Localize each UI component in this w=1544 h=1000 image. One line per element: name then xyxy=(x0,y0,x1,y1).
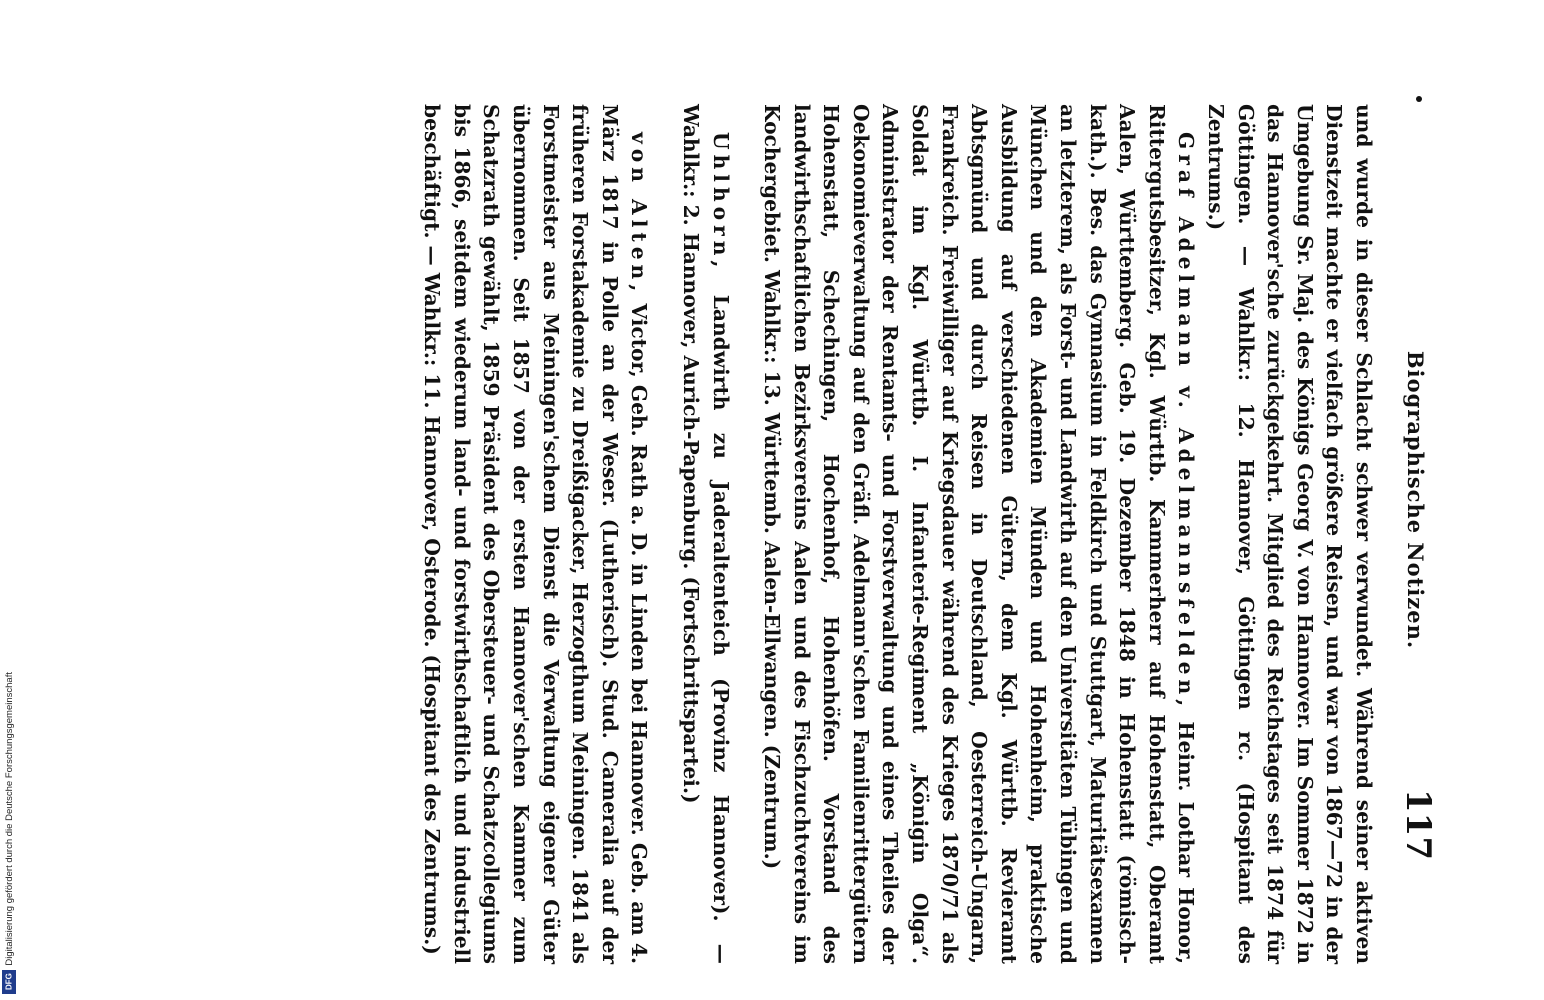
running-header: Biographische Notizen. xyxy=(1403,350,1428,650)
credit-text: Digitalisierung gefördert durch die Deutsche Forschungsgemeinschaft xyxy=(3,672,15,966)
paragraph-text: Landwirth zu Jaderaltenteich (Provinz Hannover). — Wahlkr.: 2. Hannover, Aurich-Papenburg. (Fortschrittspartei.) xyxy=(678,104,733,964)
document-page xyxy=(92,70,1452,964)
paragraph-text: Victor, Geh. Rath a. D. in Linden bei Hannover. Geb. am 4. März 1817 in Polle an der Weser. (Lutherisch). Stud. Cameralia auf der früheren Forstakademie zu Dreißigacker, Herzogthum Meiningen. 1841 als Forstmeister aus Meiningen'schem Dienst die Verwaltung eigener Güter übernommen. Seit 1857 von der ersten Hannover'schen Kammer zum Schatzrath gewählt, 1859 Präsident des Obersteuer- und Schatzcollegiums bis 1866, seitdem wiederum land- und forstwirthschaftlich und industriell beschäftigt. — Wahlkr.: 11. Hannover, Osterode. (Hospitant des Zentrums.) xyxy=(420,104,652,964)
paragraph-entry-alten xyxy=(417,104,654,964)
paragraph-entry-uhlhorn xyxy=(675,104,734,964)
entry-name: Graf Adelmann v. Adelmannsfelden, xyxy=(1174,132,1199,712)
paragraph-continuation xyxy=(1200,104,1378,964)
page-number: 117 xyxy=(1398,789,1438,860)
body-text xyxy=(118,104,1378,964)
digitization-credit-sidebar xyxy=(0,0,18,1000)
paragraph-entry-adelmann xyxy=(757,104,1201,964)
dfg-logo-icon: DFG xyxy=(2,970,16,994)
entry-name: von Alten, xyxy=(627,132,652,297)
entry-name: Uhlhorn, xyxy=(708,132,733,273)
paragraph-text: und wurde in dieser Schlacht schwer verwundet. Während seiner aktiven Dienstzeit machte er vielfach größere Reisen, und war von 1867—72 in der Umgebung Sr. Maj. des Königs Georg V. von Hannover. Im Sommer 1872 in das Hannover'sche zurückgekehrt. Mitglied des Reichstages seit 1874 für Göttingen. — Wahlkr.: 12. Hannover, Göttingen rc. (Hospitant des Zentrums.) xyxy=(1204,104,1376,964)
paragraph-text: Heinr. Lothar Honor, Rittergutsbesitzer, Kgl. Württb. Kammerherr auf Hohenstatt, Oberamt Aalen, Württemberg. Geb. 19. Dezember 1848 in Hohenstatt (römisch-kath.). Bes. das Gymnasium in Feldkirch und Stuttgart, Maturitätsexamen an letzterem, als Forst- und Landwirth auf den Universitäten Tübingen und München und den Akademien Münden und Hohenheim, praktische Ausbildung auf verschiedenen Gütern, dem Kgl. Württb. Revieramt Abtsgmünd und durch Reisen in Deutschland, Oesterreich-Ungarn, Frankreich. Freiwilliger auf Kriegsdauer während des Krieges 1870/71 als Soldat im Kgl. Württb. I. Infanterie-Regiment „Königin Olga“. Administrator der Rentamts- und Forstverwaltung und eines Theiles der Oekonomieverwaltung auf den Gräfl. Adelmann'schen Familienrittergütern Hohenstatt, Schechingen, Hochenhof, Hohenhöfen. Vorstand des landwirthschaftlichen Bezirksvereins Aalen und des Fischzuchtvereins im Kochergebiet. Wahlkr.: 13. Württemb. Aalen-Ellwangen. (Zentrum.) xyxy=(760,104,1199,964)
